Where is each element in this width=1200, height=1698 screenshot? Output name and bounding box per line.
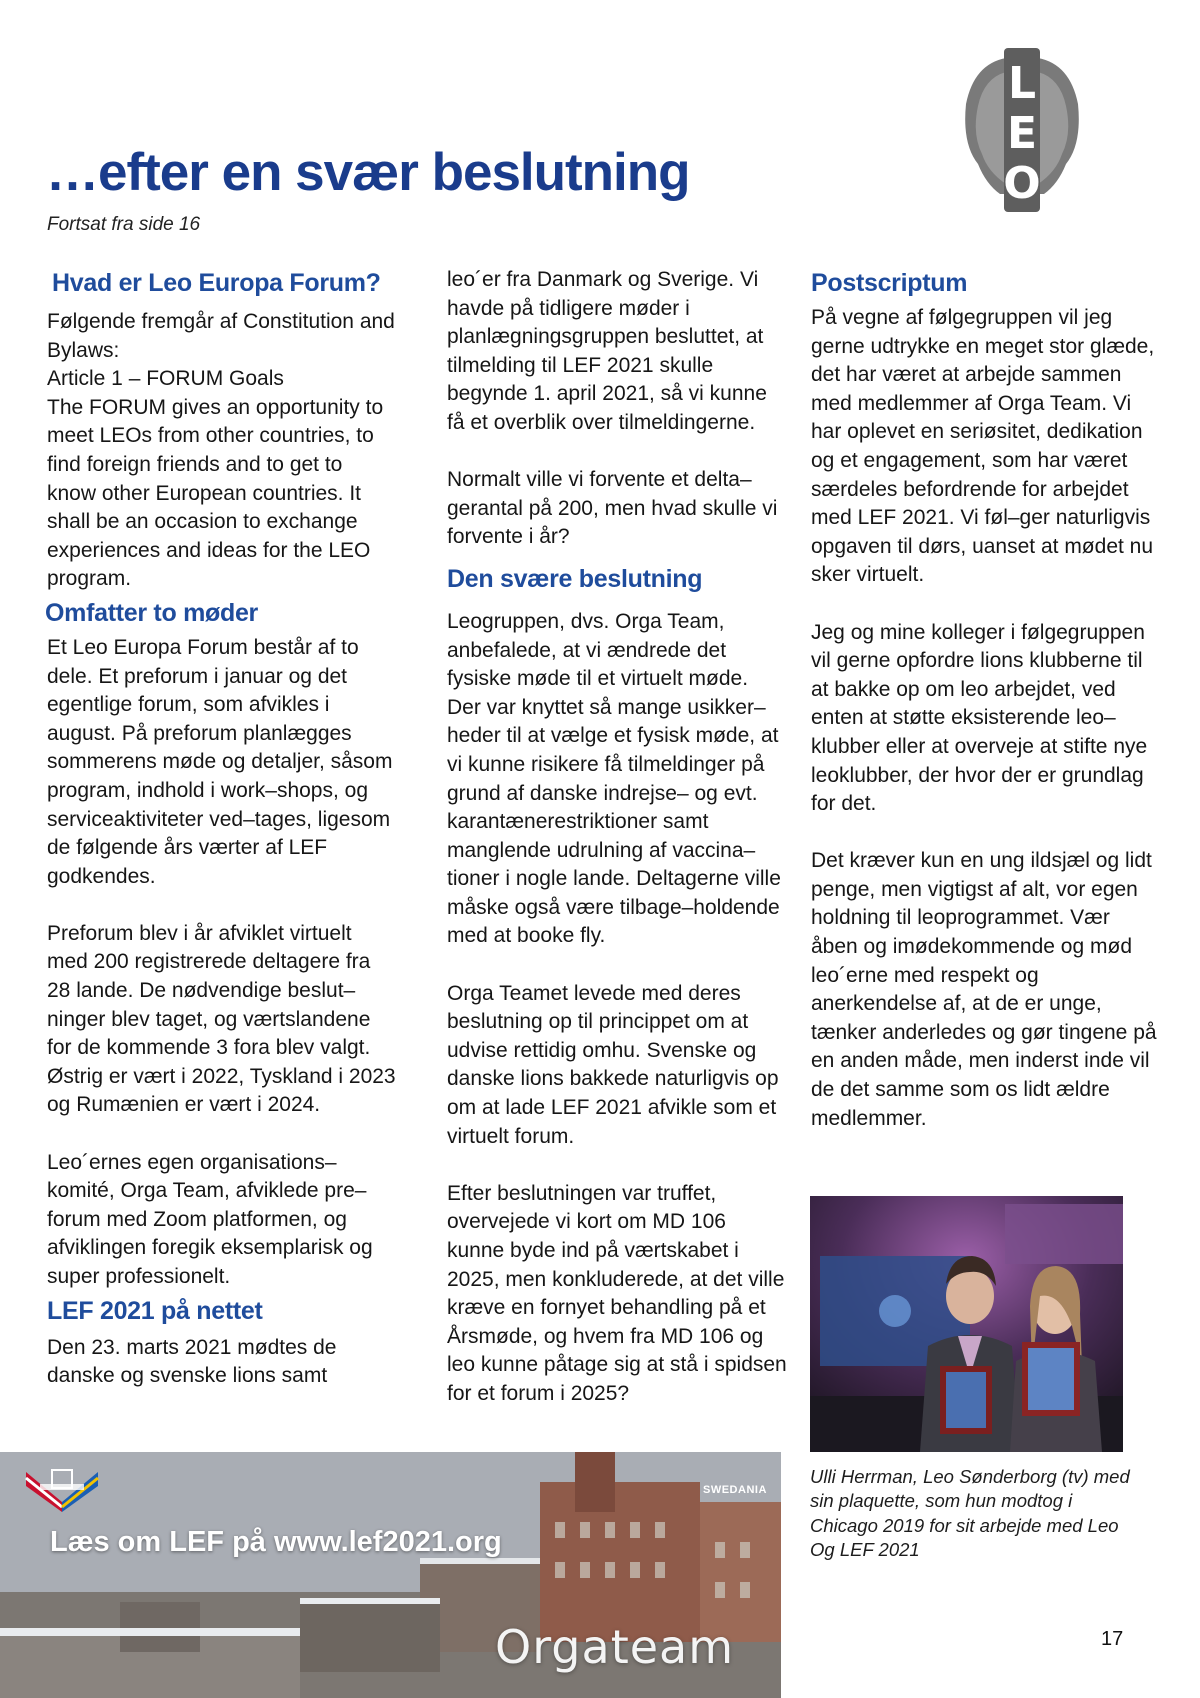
- award-photo: [810, 1196, 1123, 1452]
- photo-caption: Ulli Herrman, Leo Sønderborg (tv) med sin plaquette, som hun modtog i Chicago 2019 for sit arbejde med Leo Og LEF 2021: [810, 1466, 1130, 1560]
- heading-lef-paa-nettet: LEF 2021 på nettet: [47, 1296, 263, 1325]
- column-2: [447, 266, 787, 1409]
- paragraph: The FORUM gives an opportunity to meet LEOs from other countries, to find foreign friends and to get to know other European countries. It shall be an occasion to exchange experiences and ideas for the LEO program.: [47, 395, 384, 591]
- column-3: [811, 268, 1161, 1133]
- paragraph: Et Leo Europa Forum består af to dele. Et preforum i januar og det egentlige forum, som afvikles i august. På preforum planlægges sommerens møde og detaljer, såsom program, indhold i work–shops, og serviceaktiviteter ved–tages, ligesom de følgende års værter af LEF godkendes.: [47, 635, 393, 888]
- page-title: …efter en svær beslutning: [46, 143, 690, 202]
- paragraph: Følgende fremgår af Constitution and Bylaws:: [47, 310, 395, 362]
- swedania-tag: SWEDANIA: [703, 1484, 767, 1496]
- paragraph: Article 1 – FORUM Goals: [47, 367, 284, 391]
- continued-note: Fortsat fra side 16: [47, 214, 201, 235]
- paragraph: leo´er fra Danmark og Sverige. Vi havde på tidligere møder i planlægningsgruppen besluttet, at tilmelding til LEF 2021 skulle begynde 1. april 2021, så vi kunne få et overblik over tilmeldingerne.: [447, 268, 767, 434]
- lef-banner[interactable]: [0, 1452, 781, 1698]
- svg-text:E: E: [1006, 108, 1038, 159]
- page-number: 17: [1101, 1628, 1124, 1650]
- paragraph: Efter beslutningen var truffet, overvejede vi kort om MD 106 kunne byde ind på værtskabet i 2025, men konkluderede, at det ville kræve en fornyet behandling på et Årsmøde, og hvem fra MD 106 og leo kunne påtage sig at stå i spidsen for et forum i 2025?: [447, 1181, 787, 1405]
- orgateam-brand: Orgateam: [495, 1620, 735, 1674]
- paragraph: Det kræver kun en ung ildsjæl og lidt penge, men vigtigst af alt, vor egen holdning til leoprogrammet. Vær åben og imødekommende og mød leo´erne med respekt og anerkendelse af, at de er unge, tænker anderledes og gør tingene på en anden måde, men inderst inde vil de det samme som os lidt ældre medlemmer.: [811, 849, 1157, 1130]
- paragraph: Den 23. marts 2021 mødtes de danske og svenske lions samt: [47, 1335, 337, 1388]
- paragraph: Jeg og mine kolleger i følgegruppen vil gerne opfordre lions klubberne til at bakke op om leo arbejdet, ved enten at støtte eksisterende leo–klubber eller at overveje at stifte nye leoklubber, der hvor der er grundlag for det.: [811, 620, 1148, 816]
- paragraph: Normalt ville vi forvente et delta–gerantal på 200, men hvad skulle vi forvente i år?: [447, 468, 778, 549]
- column-1: [47, 268, 397, 1391]
- svg-text:O: O: [1003, 158, 1041, 209]
- heading-hvad-er-lef: Hvad er Leo Europa Forum?: [52, 269, 381, 297]
- danish-swedish-flags-icon: [22, 1462, 102, 1514]
- paragraph: På vegne af følgegruppen vil jeg gerne udtrykke en meget stor glæde, det har været at arbejde sammen med medlemmer af Orga Team. Vi har oplevet en seriøsitet, dedikation og et engagement, som har været særdeles befordrende for arbejdet med LEF 2021. Vi føl–ger naturligvis opgaven til dørs, uanset at mødet nu sker virtuelt.: [811, 306, 1155, 587]
- paragraph: Orga Teamet levede med deres beslutning op til princippet om at udvise rettidig omhu. Svenske og danske lions bakkede naturligvis op om at lade LEF 2021 afvikle som et virtuelt forum.: [447, 981, 779, 1148]
- paragraph: Preforum blev i år afviklet virtuelt med 200 registrerede deltagere fra 28 lande. De nødvendige beslut–ninger blev taget, og værtslandene for de kommende 3 fora blev valgt. Østrig er vært i 2022, Tyskland i 2023 og Rumænien er vært i 2024.: [47, 921, 396, 1117]
- banner-link-text[interactable]: Læs om LEF på www.lef2021.org: [50, 1526, 502, 1558]
- heading-den-svaere-beslutning: Den svære beslutning: [447, 564, 703, 593]
- paragraph: Leogruppen, dvs. Orga Team, anbefalede, at vi ændrede det fysiske møde til et virtuelt møde. Der var knyttet så mange usikker–heder til at vælge et fysisk møde, at vi kunne risikere få tilmeldinger på grund af danske indrejse– og evt. karantænerestriktioner samt manglende udrulning af vaccina–tioner i nogle lande. Deltagerne ville måske også være tilbage–holdende med at booke fly.: [447, 609, 781, 948]
- paragraph: Leo´ernes egen organisations–komité, Orga Team, afviklede pre–forum med Zoom platformen, og afviklingen foregik eksemplarisk og super professionelt.: [47, 1150, 373, 1288]
- leo-logo-icon: [948, 44, 1096, 216]
- heading-postscriptum: Postscriptum: [811, 269, 968, 297]
- heading-omfatter-to-moeder: Omfatter to møder: [45, 598, 258, 627]
- svg-text:L: L: [1007, 58, 1037, 109]
